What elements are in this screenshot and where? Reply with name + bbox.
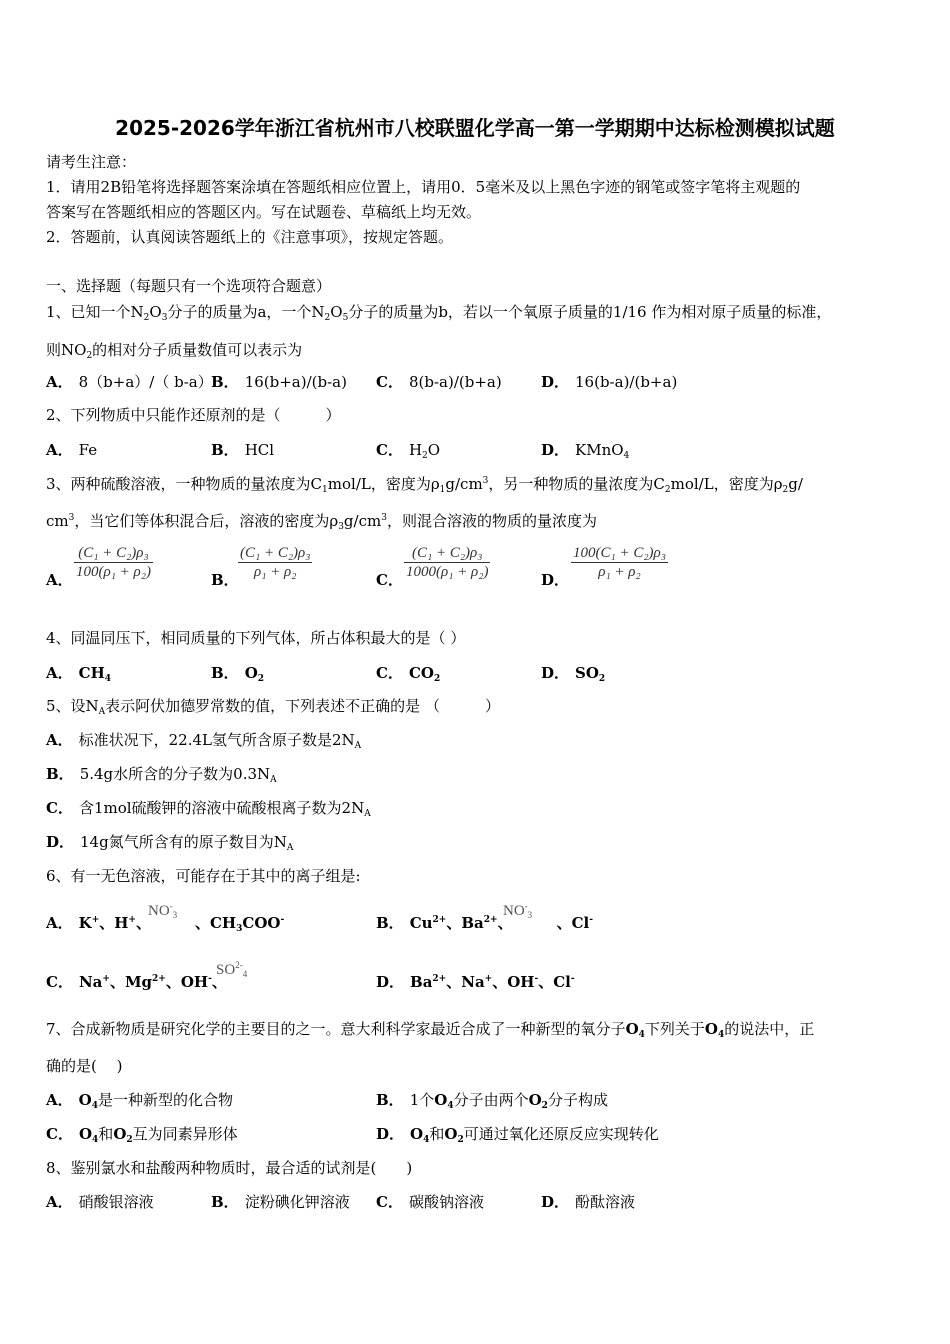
q4-option-a[interactable]: A． $CH_4$ [46, 664, 112, 684]
q2-stem: 2、下列物质中只能作还原剂的是（ ） [46, 406, 341, 424]
section-heading: 一、选择题（每题只有一个选项符合题意） [46, 277, 332, 295]
q3-option-a-label[interactable]: A． [46, 571, 73, 589]
q6-option-c[interactable]: C． Na+、$Mg^{2+}$、OH-、 [46, 973, 227, 991]
q3-option-a-formula[interactable]: $\frac{\text{(C₁ + C₂)ρ₃}}{\text{100(ρ₁ + ρ₂)}}$ [76, 545, 151, 580]
q1-option-c[interactable]: C． 8(b-a)/(b+a) [376, 373, 502, 391]
q7-option-b[interactable]: B． 1个$O_4$分子由两个$O_2$分子构成 [376, 1091, 608, 1111]
q3-option-c-label[interactable]: C． [376, 571, 403, 589]
q1-stem-line-2: 则$NO_2$的相对分子质量数值可以表示为 [46, 341, 303, 361]
q5-option-d[interactable]: D． 14g氮气所含有的原子数目为$N_A$ [46, 833, 294, 853]
q6-option-a[interactable]: A． K+、H+、 、$CH_3COO^-$ [46, 914, 285, 934]
q8-option-b[interactable]: B． 淀粉碘化钾溶液 [211, 1193, 350, 1211]
q7-stem-line-1: 7、合成新物质是研究化学的主要目的之一。意大利科学家最近合成了一种新型的氧分子$O_4$下列关于$O_4$的说法中，正 [46, 1020, 815, 1040]
q6-stem: 6、有一无色溶液，可能存在于其中的离子组是: [46, 867, 361, 885]
q4-option-b[interactable]: B． $O_2$ [211, 664, 265, 684]
q6-option-b-nitrate-ion: $NO^-_3$ [503, 901, 533, 920]
q5-stem: 5、设$N_A$表示阿伏加德罗常数的值，下列表述不正确的是 （ ） [46, 697, 500, 717]
q3-option-d-formula[interactable]: $\frac{\text{100(C₁ + C₂)ρ₃}}{\text{ρ₁ + ρ₂}}$ [573, 545, 666, 580]
q3-stem-line-2: $cm^3$，当它们等体积混合后，溶液的密度为$\rho_3g/cm^3$，则混合溶液的物质的量浓度为 [46, 512, 597, 532]
q8-option-c[interactable]: C． 碳酸钠溶液 [376, 1193, 484, 1211]
q6-option-a-nitrate-ion: $NO^-_3$ [148, 901, 178, 920]
q2-option-c[interactable]: C． $H_2O$ [376, 441, 441, 461]
q8-option-d[interactable]: D． 酚酞溶液 [541, 1193, 636, 1211]
q2-option-d[interactable]: D． KMnO$_4$ [541, 441, 630, 461]
q6-option-b[interactable]: B． $Cu^{2+}$、$Ba^{2+}$、 、Cl- [376, 914, 593, 932]
q1-option-a[interactable]: A． 8（b+a）/（ b-a） [46, 373, 213, 391]
q5-option-b[interactable]: B． 5.4g水所含的分子数为$0.3N_A$ [46, 765, 277, 785]
q7-option-d[interactable]: D． $O_4$和$O_2$可通过氧化还原反应实现转化 [376, 1125, 659, 1145]
q3-option-d-label[interactable]: D． [541, 571, 570, 589]
q4-stem: 4、同温同压下，相同质量的下列气体，所占体积最大的是（ ） [46, 629, 466, 647]
q1-stem-line-1: 1、已知一个$N_2O_3$分子的质量为a，一个$N_2O_5$分子的质量为b，若以一个氧原子质量的1/16 作为相对原子质量的标准， [46, 303, 832, 323]
q6-option-c-sulfate-ion: $SO^{2-}_4$ [216, 960, 248, 979]
notice-item-1-line-1: 1．请用2B铅笔将选择题答案涂填在答题纸相应位置上，请用0．5毫米及以上黑色字迹的钢笔或签字笔将主观题的 [46, 178, 801, 196]
q7-stem-line-2: 确的是( ) [46, 1057, 123, 1075]
q8-option-a[interactable]: A． 硝酸银溶液 [46, 1193, 154, 1211]
q4-option-c[interactable]: C． $CO_2$ [376, 664, 441, 684]
q3-option-b-formula[interactable]: $\frac{\text{(C₁ + C₂)ρ₃}}{\text{ρ₁ + ρ₂}}$ [240, 545, 311, 580]
q3-option-b-label[interactable]: B． [211, 571, 239, 589]
q7-option-a[interactable]: A． $O_4$是一种新型的化合物 [46, 1091, 233, 1111]
q6-option-d[interactable]: D． $Ba^{2+}$、Na+、OH-、Cl- [376, 973, 575, 991]
q2-option-a[interactable]: A． Fe [46, 441, 98, 459]
notice-item-2: 2．答题前，认真阅读答题纸上的《注意事项》，按规定答题。 [46, 228, 454, 246]
q5-option-a[interactable]: A． 标准状况下，22.4L氢气所含原子数是$2N_A$ [46, 731, 362, 751]
q1-option-d[interactable]: D． 16(b-a)/(b+a) [541, 373, 678, 391]
q3-option-c-formula[interactable]: $\frac{\text{(C₁ + C₂)ρ₃}}{\text{1000(ρ₁ + ρ₂)}}$ [406, 545, 489, 580]
q2-option-b[interactable]: B． HCl [211, 441, 275, 459]
q8-stem: 8、鉴别氯水和盐酸两种物质时，最合适的试剂是( ) [46, 1159, 413, 1177]
q1-option-b[interactable]: B． 16(b+a)/(b-a) [211, 373, 347, 391]
q7-option-c[interactable]: C． $O_4$和$O_2$互为同素异形体 [46, 1125, 238, 1145]
page-title: 2025-2026学年浙江省杭州市八校联盟化学高一第一学期期中达标检测模拟试题 [115, 116, 835, 140]
q3-stem-line-1: 3、两种硫酸溶液，一种物质的量浓度为$C_1mol/L$，密度为$\rho_1g/cm^3$，另一种物质的量浓度为$C_2mol/L$，密度为$\rho_2g/$ [46, 475, 803, 495]
notice-item-1-line-2: 答案写在答题纸相应的答题区内。写在试题卷、草稿纸上均无效。 [46, 203, 482, 221]
notice-heading: 请考生注意： [46, 153, 137, 171]
q5-option-c[interactable]: C． 含1mol硫酸钾的溶液中硫酸根离子数为$2N_A$ [46, 799, 371, 819]
q4-option-d[interactable]: D． $SO_2$ [541, 664, 606, 684]
